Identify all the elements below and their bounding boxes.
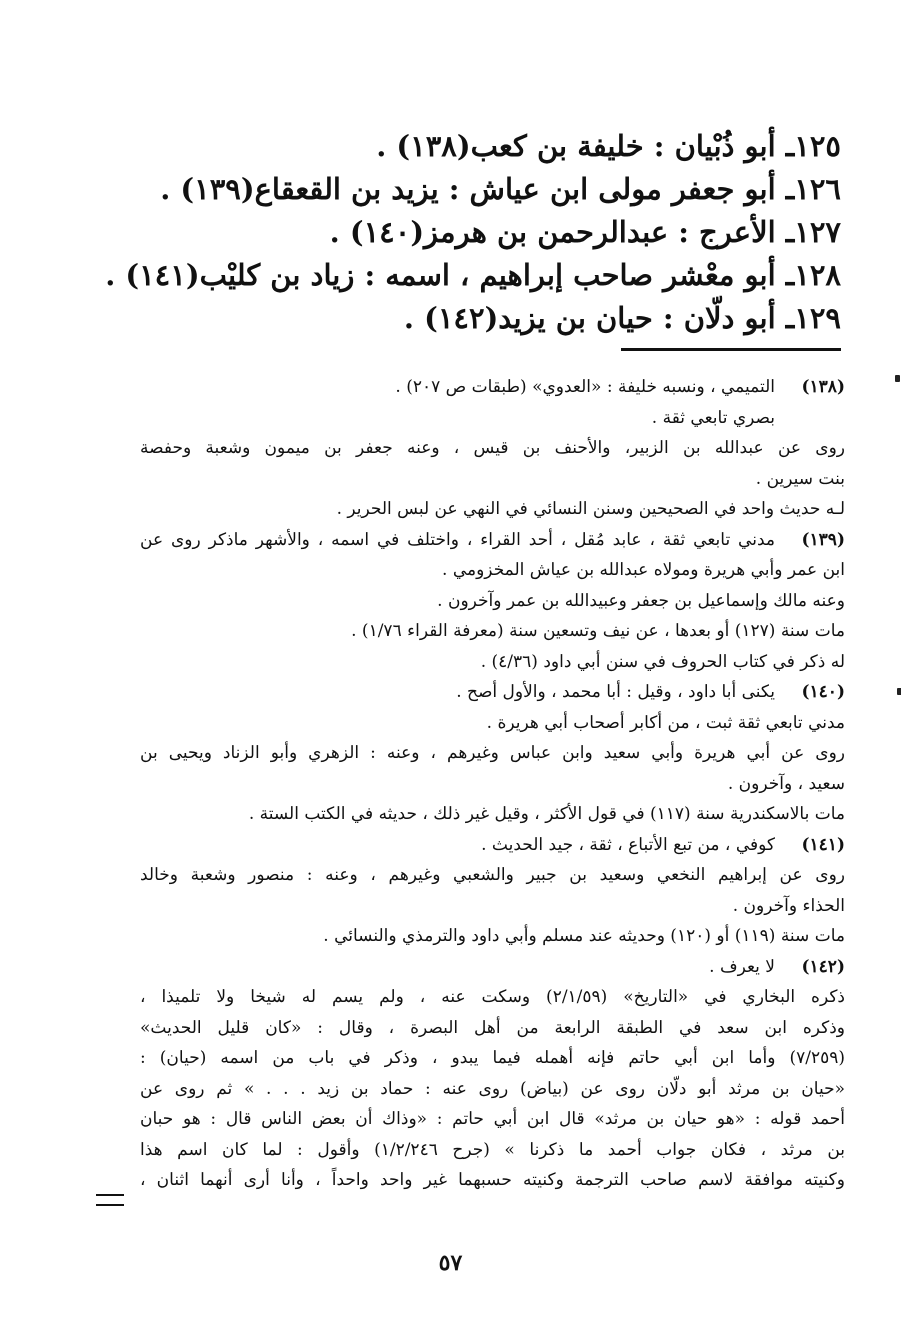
margin-mark xyxy=(895,375,900,382)
footnote-line: أحمد قوله : «هو حيان بن مرثد» قال ابن أبي حاتم : «وذاك أن بعض الناس قال : هو حبان xyxy=(140,1109,845,1129)
footnote-line: مات سنة (١١٩) أو (١٢٠) وحديثه عند مسلم وأبي داود والترمذي والنسائي . xyxy=(323,926,845,946)
footnote-line: (٧/٢٥٩) وأما ابن أبي حاتم فإنه أهمله فيما يبدو ، وذكر في باب من اسمه (حيان) : xyxy=(140,1048,845,1068)
entry-text: أبو دلّان : حيان بن يزيد(١٤٢) . xyxy=(403,301,776,335)
main-entry xyxy=(105,254,841,297)
footnote xyxy=(140,830,845,952)
footnote-line: التميمي ، ونسبه خليفة : «العدوي» (طبقات ص ٢٠٧) . xyxy=(395,377,775,397)
footnote-line: روى عن إبراهيم النخعي وسعيد بن جبير والشعبي وغيرهم ، وعنه : منصور وشعبة وخالد xyxy=(140,865,845,885)
footnote-line: وكنيته موافقة لاسم صاحب الترجمة وكنيته حسبهما غير واحد واحداً ، وأنا أرى أنهما اثنان ، xyxy=(140,1170,845,1190)
footnotes xyxy=(140,372,845,1196)
margin-mark xyxy=(897,688,901,695)
entry-number: ١٢٦ xyxy=(794,172,841,206)
footnote-number: (١٤٠) xyxy=(801,682,845,702)
footnote-separator xyxy=(621,348,841,351)
footnote-line: بنت سيرين . xyxy=(755,468,845,489)
footnote-line: سعيد ، وآخرون . xyxy=(727,773,845,794)
footnote-line: ابن عمر وأبي هريرة ومولاه عبدالله بن عياش المخزومي . xyxy=(442,560,845,580)
entry-dash: ـ xyxy=(775,258,795,292)
entry-number: ١٢٧ xyxy=(794,215,841,249)
footnote-line: وعنه مالك وإسماعيل بن جعفر وعبيدالله بن عمر وآخرون . xyxy=(437,590,845,611)
entry-text: أبو معْشر صاحب إبراهيم ، اسمه : زياد بن كليْب(١٤١) . xyxy=(105,258,776,292)
footnote-line: روى عن أبي هريرة وأبي سعيد وابن عباس وغيرهم ، وعنه : الزهري وأبو الزناد ويحيى بن xyxy=(140,743,845,763)
continuation-mark xyxy=(96,1194,124,1206)
footnote xyxy=(140,677,845,830)
footnote xyxy=(140,952,845,1196)
main-entry xyxy=(121,211,841,254)
entry-dash: ـ xyxy=(775,301,795,335)
main-entry xyxy=(121,125,841,168)
entry-text: أبو ذُبْيان : خليفة بن كعب(١٣٨) . xyxy=(376,129,776,163)
entry-dash: ـ xyxy=(775,172,795,206)
entry-text: أبو جعفر مولى ابن عياش : يزيد بن القعقاع(١٣٩) . xyxy=(160,172,776,206)
footnote-line: الحذاء وآخرون . xyxy=(732,895,845,916)
entry-text: الأعرج : عبدالرحمن بن هرمز(١٤٠) . xyxy=(329,215,776,249)
footnote-number: (١٤١) xyxy=(801,834,845,855)
footnote-line: مدني تابعي ثقة ثبت ، من أكابر أصحاب أبي هريرة . xyxy=(486,712,845,733)
footnote-line: يكنى أبا داود ، وقيل : أبا محمد ، والأول أصح . xyxy=(456,682,775,702)
footnote-line: بصري تابعي ثقة . xyxy=(651,407,775,428)
footnote-line: «حيان بن مرثد أبو دلّان روى عن (بياض) روى عنه : حماد بن زيد . . . » ثم روى عن xyxy=(140,1078,845,1099)
footnote-number: (١٣٩) xyxy=(801,529,845,550)
footnote-line: له ذكر في كتاب الحروف في سنن أبي داود (٤/٣٦) . xyxy=(480,651,845,672)
page-number: ٥٧ xyxy=(438,1250,463,1276)
footnote-line: بن مرثد ، فكان جواب أحمد ما ذكرنا » (جرح ١/٢/٢٤٦) وأقول : لما كان اسم هذا xyxy=(140,1139,845,1160)
footnote-line: مات بالاسكندرية سنة (١١٧) في قول الأكثر ، وقيل غير ذلك ، حديثه في الكتب الستة . xyxy=(248,804,845,824)
footnote-number: (١٤٢) xyxy=(801,956,845,977)
main-entry xyxy=(121,168,841,211)
footnote-line: كوفي ، من تبع الأتباع ، ثقة ، جيد الحديث . xyxy=(481,834,775,855)
footnote-line: روى عن عبدالله بن الزبير، والأحنف بن قيس ، وعنه جعفر بن ميمون وشعبة وحفصة xyxy=(140,438,845,458)
entry-number: ١٢٨ xyxy=(794,258,841,292)
main-entry-list xyxy=(105,125,841,340)
footnote xyxy=(140,525,845,678)
footnote-line: لـه حديث واحد في الصحيحين وسنن النسائي في النهي عن لبس الحرير . xyxy=(336,499,845,519)
entry-dash: ـ xyxy=(775,215,795,249)
footnote xyxy=(140,372,845,525)
footnote-line: لا يعرف . xyxy=(709,956,775,977)
entry-dash: ـ xyxy=(775,129,795,163)
footnote-line: مدني تابعي ثقة ، عابد مُقل ، أحد القراء ، واختلف في اسمه ، والأشهر ماذكر روى عن xyxy=(140,529,775,550)
entry-number: ١٢٩ xyxy=(794,301,841,335)
main-entry xyxy=(121,297,841,340)
entry-number: ١٢٥ xyxy=(794,129,841,163)
footnote-line: مات سنة (١٢٧) أو بعدها ، عن نيف وتسعين سنة (معرفة القراء ١/٧٦) . xyxy=(351,621,845,641)
footnote-line: وذكره ابن سعد في الطبقة الرابعة من أهل البصرة ، وقال : «كان قليل الحديث» xyxy=(140,1017,845,1038)
footnote-number: (١٣٨) xyxy=(801,377,845,397)
footnote-line: ذكره البخاري في «التاريخ» (٢/١/٥٩) وسكت عنه ، ولم يسم له شيخا ولا تلميذا ، xyxy=(140,987,845,1007)
